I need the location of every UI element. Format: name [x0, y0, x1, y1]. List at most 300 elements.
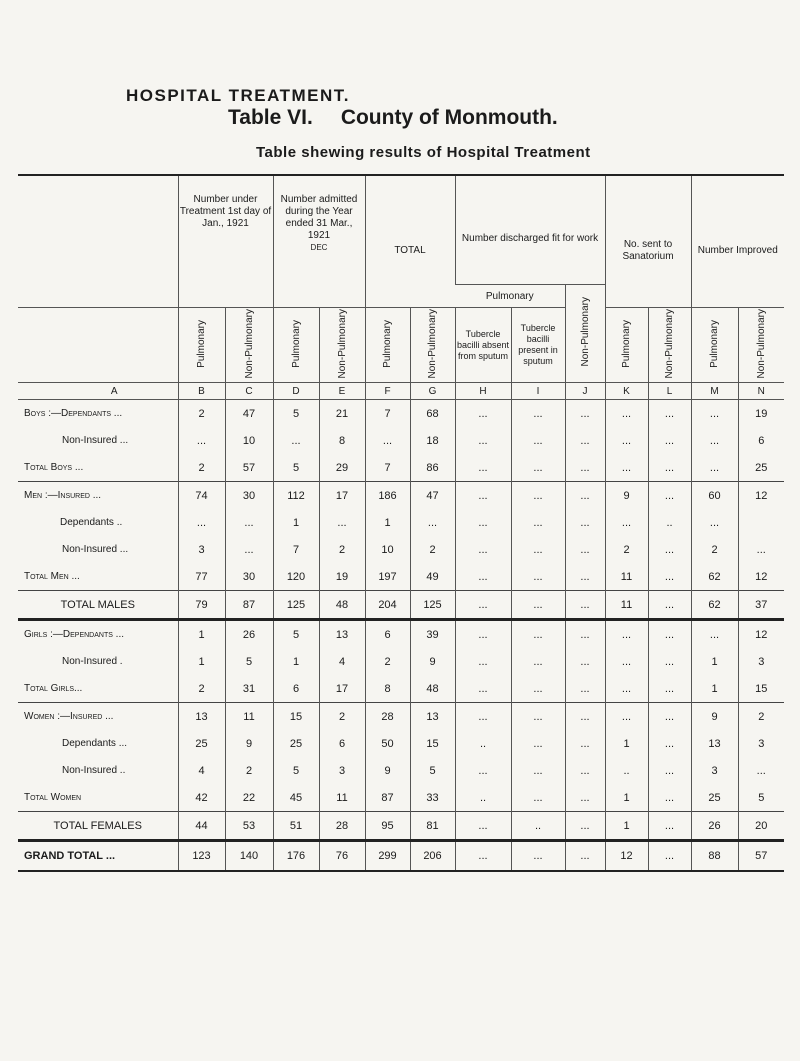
table-cell: 49: [410, 563, 455, 591]
table-row: [18, 784, 784, 812]
table-cell: 47: [225, 400, 273, 428]
table-cell: ..: [455, 784, 511, 812]
table-cell: 5: [273, 757, 319, 784]
discharged-nonpulmonary-header: Non-Pulmonary: [565, 285, 605, 383]
table-cell: 31: [225, 675, 273, 703]
table-cell: 13: [691, 730, 738, 757]
table-cell: 20: [738, 812, 784, 841]
table-cell: 3: [319, 757, 365, 784]
row-label: Non-Insured ...: [62, 435, 129, 446]
table-cell: 13: [319, 620, 365, 649]
table-cell: 3: [178, 536, 225, 563]
column-letter-i: I: [511, 383, 565, 400]
table-cell: ...: [511, 454, 565, 482]
table-cell: ...: [648, 400, 691, 428]
row-label: Dependants ...: [62, 738, 128, 749]
table-cell: ...: [511, 730, 565, 757]
table-cell: 25: [273, 730, 319, 757]
table-cell: 5: [273, 454, 319, 482]
row-label: Dependants ..: [60, 517, 123, 528]
table-cell: ...: [691, 509, 738, 536]
total-header: TOTAL: [365, 194, 455, 308]
table-cell: ...: [565, 563, 605, 591]
table-cell: 5: [273, 400, 319, 428]
label-header-cell: [18, 194, 178, 308]
table-cell: 8: [365, 675, 410, 703]
col-n-header: Non-Pulmonary: [738, 308, 784, 383]
section-heading: HOSPITAL TREATMENT.: [126, 86, 350, 105]
table-cell: ...: [605, 400, 648, 428]
col-i-header: Tubercle bacilli present in sputum: [511, 308, 565, 383]
col-m-header: Pulmonary: [691, 308, 738, 383]
table-cell: 76: [319, 841, 365, 872]
table-cell: ...: [565, 454, 605, 482]
table-cell: 12: [738, 620, 784, 649]
row-label: Non-Insured ..: [62, 765, 126, 776]
table-cell: ...: [605, 648, 648, 675]
column-letter-m: M: [691, 383, 738, 400]
table-cell: 11: [225, 703, 273, 731]
col-d-header: Pulmonary: [273, 308, 319, 383]
table-cell: 62: [691, 563, 738, 591]
table-cell: 60: [691, 482, 738, 510]
column-letter-a: A: [18, 383, 178, 400]
table-cell: 10: [365, 536, 410, 563]
table-cell: ...: [365, 427, 410, 454]
table-number: Table VI.: [228, 106, 313, 129]
table-cell: 87: [365, 784, 410, 812]
table-cell: ...: [565, 509, 605, 536]
col-f-header: Pulmonary: [365, 308, 410, 383]
table-cell: ...: [565, 730, 605, 757]
table-cell: 17: [319, 675, 365, 703]
column-letter-b: B: [178, 383, 225, 400]
table-cell: 11: [605, 591, 648, 620]
table-cell: ...: [648, 648, 691, 675]
table-row: [18, 675, 784, 703]
table-cell: 112: [273, 482, 319, 510]
table-cell: ..: [455, 730, 511, 757]
table-cell: ...: [565, 784, 605, 812]
table-cell: ...: [738, 757, 784, 784]
table-cell: 3: [738, 730, 784, 757]
table-cell: ...: [648, 812, 691, 841]
table-cell: 87: [225, 591, 273, 620]
row-label: Total Women: [24, 792, 82, 803]
table-cell: 3: [691, 757, 738, 784]
table-row: [18, 482, 784, 510]
table-cell: 7: [365, 400, 410, 428]
table-cell: 25: [691, 784, 738, 812]
table-cell: 42: [178, 784, 225, 812]
table-row: [18, 427, 784, 454]
table-cell: 2: [605, 536, 648, 563]
table-cell: ...: [511, 757, 565, 784]
table-cell: 11: [319, 784, 365, 812]
table-cell: 25: [178, 730, 225, 757]
row-label: TOTAL MALES: [18, 591, 178, 620]
table-row: [18, 730, 784, 757]
table-cell: 48: [410, 675, 455, 703]
table-cell: ...: [511, 509, 565, 536]
table-cell: ...: [565, 812, 605, 841]
table-row: [18, 812, 784, 841]
table-cell: 2: [365, 648, 410, 675]
row-label: Non-Insured ...: [62, 544, 129, 555]
table-cell: 206: [410, 841, 455, 872]
column-letter-n: N: [738, 383, 784, 400]
col-g-header: Non-Pulmonary: [410, 308, 455, 383]
column-letter-c: C: [225, 383, 273, 400]
table-cell: ...: [648, 730, 691, 757]
table-row: [18, 703, 784, 731]
table-cell: 21: [319, 400, 365, 428]
table-cell: 9: [225, 730, 273, 757]
col-c-header: Non-Pulmonary: [225, 308, 273, 383]
table-cell: 1: [365, 509, 410, 536]
table-cell: 53: [225, 812, 273, 841]
row-label: Women :—Insured ...: [18, 703, 178, 731]
table-cell: 120: [273, 563, 319, 591]
table-cell: 57: [225, 454, 273, 482]
table-cell: ...: [511, 784, 565, 812]
table-cell: ..: [648, 509, 691, 536]
under-treatment-header: Number under Treatment 1st day of Jan., 1921: [178, 194, 273, 308]
table-cell: 125: [273, 591, 319, 620]
column-letter-j: J: [565, 383, 605, 400]
row-label: GRAND TOTAL ...: [18, 841, 178, 872]
table-cell: 29: [319, 454, 365, 482]
table-cell: ...: [511, 620, 565, 649]
table-cell: 95: [365, 812, 410, 841]
table-cell: 1: [273, 648, 319, 675]
table-cell: 62: [691, 591, 738, 620]
table-row: [18, 841, 784, 872]
table-cell: 1: [273, 509, 319, 536]
row-label: Boys :—Dependants ...: [24, 408, 123, 419]
column-letter-f: F: [365, 383, 410, 400]
table-cell: ...: [565, 400, 605, 428]
table-cell: 48: [319, 591, 365, 620]
table-cell: ...: [410, 509, 455, 536]
table-cell: 28: [365, 703, 410, 731]
table-cell: 125: [410, 591, 455, 620]
col-b-header: Pulmonary: [178, 308, 225, 383]
table-cell: 30: [225, 563, 273, 591]
table-cell: ...: [455, 841, 511, 872]
table-cell: 68: [410, 400, 455, 428]
table-title: [228, 106, 558, 130]
header-groups: [18, 194, 784, 285]
table-cell: ...: [511, 400, 565, 428]
table-cell: 1: [178, 648, 225, 675]
table-cell: 33: [410, 784, 455, 812]
table-cell: ...: [511, 482, 565, 510]
table-cell: 13: [178, 703, 225, 731]
table-row: [18, 648, 784, 675]
table-cell: ...: [648, 591, 691, 620]
column-letter-e: E: [319, 383, 365, 400]
row-label: TOTAL FEMALES: [18, 812, 178, 841]
table-cell: ...: [605, 675, 648, 703]
column-letter-l: L: [648, 383, 691, 400]
table-cell: ...: [648, 536, 691, 563]
table-cell: 204: [365, 591, 410, 620]
table-cell: 176: [273, 841, 319, 872]
table-cell: 19: [319, 563, 365, 591]
row-label: Girls :—Dependants ...: [18, 620, 178, 649]
table-cell: 4: [178, 757, 225, 784]
table-cell: 26: [691, 812, 738, 841]
table-cell: ...: [648, 454, 691, 482]
header-top-rule: [18, 175, 784, 194]
table-cell: 15: [738, 675, 784, 703]
table-cell: ...: [565, 536, 605, 563]
table-cell: ...: [565, 841, 605, 872]
table-cell: 47: [410, 482, 455, 510]
table-cell: 1: [691, 675, 738, 703]
table-cell: ...: [565, 591, 605, 620]
table-cell: 26: [225, 620, 273, 649]
table-cell: 2: [178, 675, 225, 703]
table-cell: 9: [365, 757, 410, 784]
table-cell: 9: [691, 703, 738, 731]
table-cell: ...: [605, 454, 648, 482]
table-cell: 1: [605, 812, 648, 841]
table-cell: ...: [648, 675, 691, 703]
table-cell: 44: [178, 812, 225, 841]
table-row: [18, 536, 784, 563]
table-cell: ...: [178, 509, 225, 536]
table-cell: 18: [410, 427, 455, 454]
discharged-pulmonary-header: Pulmonary: [485, 290, 534, 302]
table-cell: 2: [738, 703, 784, 731]
table-cell: ...: [511, 703, 565, 731]
table-cell: ...: [648, 841, 691, 872]
table-cell: 5: [273, 620, 319, 649]
table-cell: 5: [225, 648, 273, 675]
table-cell: 57: [738, 841, 784, 872]
table-cell: ...: [511, 427, 565, 454]
table-cell: 39: [410, 620, 455, 649]
table-cell: ...: [648, 703, 691, 731]
table-cell: 6: [273, 675, 319, 703]
table-cell: ...: [565, 427, 605, 454]
table-cell: ...: [511, 536, 565, 563]
column-letter-h: H: [455, 383, 511, 400]
table-cell: ...: [511, 591, 565, 620]
table-cell: ...: [455, 812, 511, 841]
table-cell: ...: [511, 648, 565, 675]
table-cell: 74: [178, 482, 225, 510]
table-cell: [738, 509, 784, 536]
table-cell: ...: [178, 427, 225, 454]
county-name: County of Monmouth.: [340, 106, 558, 129]
table-cell: ...: [648, 427, 691, 454]
column-letter-g: G: [410, 383, 455, 400]
table-cell: 86: [410, 454, 455, 482]
table-row: [18, 400, 784, 428]
table-cell: 2: [319, 536, 365, 563]
table-cell: 15: [410, 730, 455, 757]
table-row: [18, 757, 784, 784]
table-cell: 299: [365, 841, 410, 872]
col-h-header: Tubercle bacilli absent from sputum: [455, 308, 511, 383]
table-cell: ...: [605, 427, 648, 454]
table-cell: 2: [225, 757, 273, 784]
table-cell: 77: [178, 563, 225, 591]
table-cell: ...: [648, 620, 691, 649]
table-cell: 8: [319, 427, 365, 454]
table-cell: 37: [738, 591, 784, 620]
table-cell: 12: [605, 841, 648, 872]
table-cell: ...: [565, 675, 605, 703]
table-cell: ...: [691, 454, 738, 482]
table-cell: ..: [511, 812, 565, 841]
table-cell: ...: [565, 482, 605, 510]
table-cell: ...: [691, 620, 738, 649]
table-cell: 2: [691, 536, 738, 563]
admitted-header: [273, 194, 365, 308]
table-row: [18, 620, 784, 649]
table-cell: 13: [410, 703, 455, 731]
table-cell: ...: [455, 591, 511, 620]
table-cell: ...: [455, 675, 511, 703]
table-cell: 81: [410, 812, 455, 841]
table-cell: ...: [605, 620, 648, 649]
table-cell: 5: [738, 784, 784, 812]
col-k-header: Pulmonary: [605, 308, 648, 383]
table-cell: ...: [605, 703, 648, 731]
table-cell: ...: [648, 784, 691, 812]
table-cell: ...: [455, 427, 511, 454]
table-cell: ...: [605, 509, 648, 536]
table-cell: 140: [225, 841, 273, 872]
table-cell: ...: [565, 703, 605, 731]
row-label: Non-Insured .: [62, 656, 123, 667]
row-label: Total Men ...: [24, 571, 80, 582]
table-cell: 5: [410, 757, 455, 784]
col-e-header: Non-Pulmonary: [319, 308, 365, 383]
table-row: [18, 509, 784, 536]
table-cell: 51: [273, 812, 319, 841]
table-cell: 6: [738, 427, 784, 454]
column-letter-d: D: [273, 383, 319, 400]
table-row: [18, 454, 784, 482]
table-cell: 17: [319, 482, 365, 510]
table-cell: ...: [565, 620, 605, 649]
admitted-correction: DEC: [310, 243, 328, 252]
table-cell: 28: [319, 812, 365, 841]
row-label: Men :—Insured ...: [18, 482, 178, 510]
table-cell: ...: [738, 536, 784, 563]
table-cell: ...: [691, 400, 738, 428]
table-cell: ...: [455, 620, 511, 649]
row-label: Total Girls...: [24, 683, 83, 694]
table-row: [18, 563, 784, 591]
results-table: [18, 174, 784, 872]
table-cell: ...: [225, 536, 273, 563]
table-cell: ...: [565, 648, 605, 675]
table-cell: 22: [225, 784, 273, 812]
admitted-label: Number admitted during the Year ended 31 Mar., 1921: [280, 194, 358, 241]
table-cell: 9: [410, 648, 455, 675]
table-cell: 197: [365, 563, 410, 591]
table-body: [18, 400, 784, 872]
table-cell: ...: [225, 509, 273, 536]
table-cell: ...: [511, 675, 565, 703]
table-cell: ...: [511, 841, 565, 872]
table-cell: 15: [273, 703, 319, 731]
table-cell: 2: [178, 400, 225, 428]
table-cell: 2: [410, 536, 455, 563]
header-column-names: [18, 308, 784, 383]
table-cell: 12: [738, 482, 784, 510]
column-letter-k: K: [605, 383, 648, 400]
table-cell: 6: [319, 730, 365, 757]
table-cell: 2: [319, 703, 365, 731]
table-cell: 6: [365, 620, 410, 649]
table-cell: ...: [648, 563, 691, 591]
table-cell: ...: [455, 400, 511, 428]
table-cell: ...: [648, 482, 691, 510]
table-cell: 186: [365, 482, 410, 510]
table-cell: 50: [365, 730, 410, 757]
table-cell: ...: [565, 757, 605, 784]
table-cell: ...: [455, 509, 511, 536]
table-cell: 4: [319, 648, 365, 675]
table-cell: 9: [605, 482, 648, 510]
row-label: Total Boys ...: [24, 462, 84, 473]
table-cell: 88: [691, 841, 738, 872]
table-cell: 10: [225, 427, 273, 454]
col-l-header: Non-Pulmonary: [648, 308, 691, 383]
table-cell: 7: [273, 536, 319, 563]
table-row: [18, 591, 784, 620]
table-cell: ...: [455, 536, 511, 563]
table-cell: ...: [511, 563, 565, 591]
column-letters: [18, 383, 784, 400]
table-cell: ...: [319, 509, 365, 536]
table-cell: ..: [605, 757, 648, 784]
table-cell: 11: [605, 563, 648, 591]
table-subtitle: Table shewing results of Hospital Treatment: [256, 144, 591, 161]
table-cell: 19: [738, 400, 784, 428]
table-cell: 1: [605, 730, 648, 757]
table-cell: 7: [365, 454, 410, 482]
table-cell: ...: [273, 427, 319, 454]
table-cell: 30: [225, 482, 273, 510]
sanatorium-header: No. sent to Sanatorium: [605, 194, 691, 308]
table-cell: ...: [691, 427, 738, 454]
table-cell: 1: [605, 784, 648, 812]
discharged-header: Number discharged fit for work: [455, 194, 605, 285]
table-cell: ...: [455, 563, 511, 591]
table-cell: ...: [455, 482, 511, 510]
table-cell: 123: [178, 841, 225, 872]
table-cell: ...: [455, 703, 511, 731]
table-cell: 45: [273, 784, 319, 812]
table-cell: ...: [455, 648, 511, 675]
table-cell: ...: [455, 454, 511, 482]
table-cell: 79: [178, 591, 225, 620]
table-cell: 12: [738, 563, 784, 591]
table-cell: 25: [738, 454, 784, 482]
label-column-header: [18, 308, 178, 383]
table-cell: 2: [178, 454, 225, 482]
improved-header: Number Improved: [691, 194, 784, 308]
table-cell: 1: [178, 620, 225, 649]
